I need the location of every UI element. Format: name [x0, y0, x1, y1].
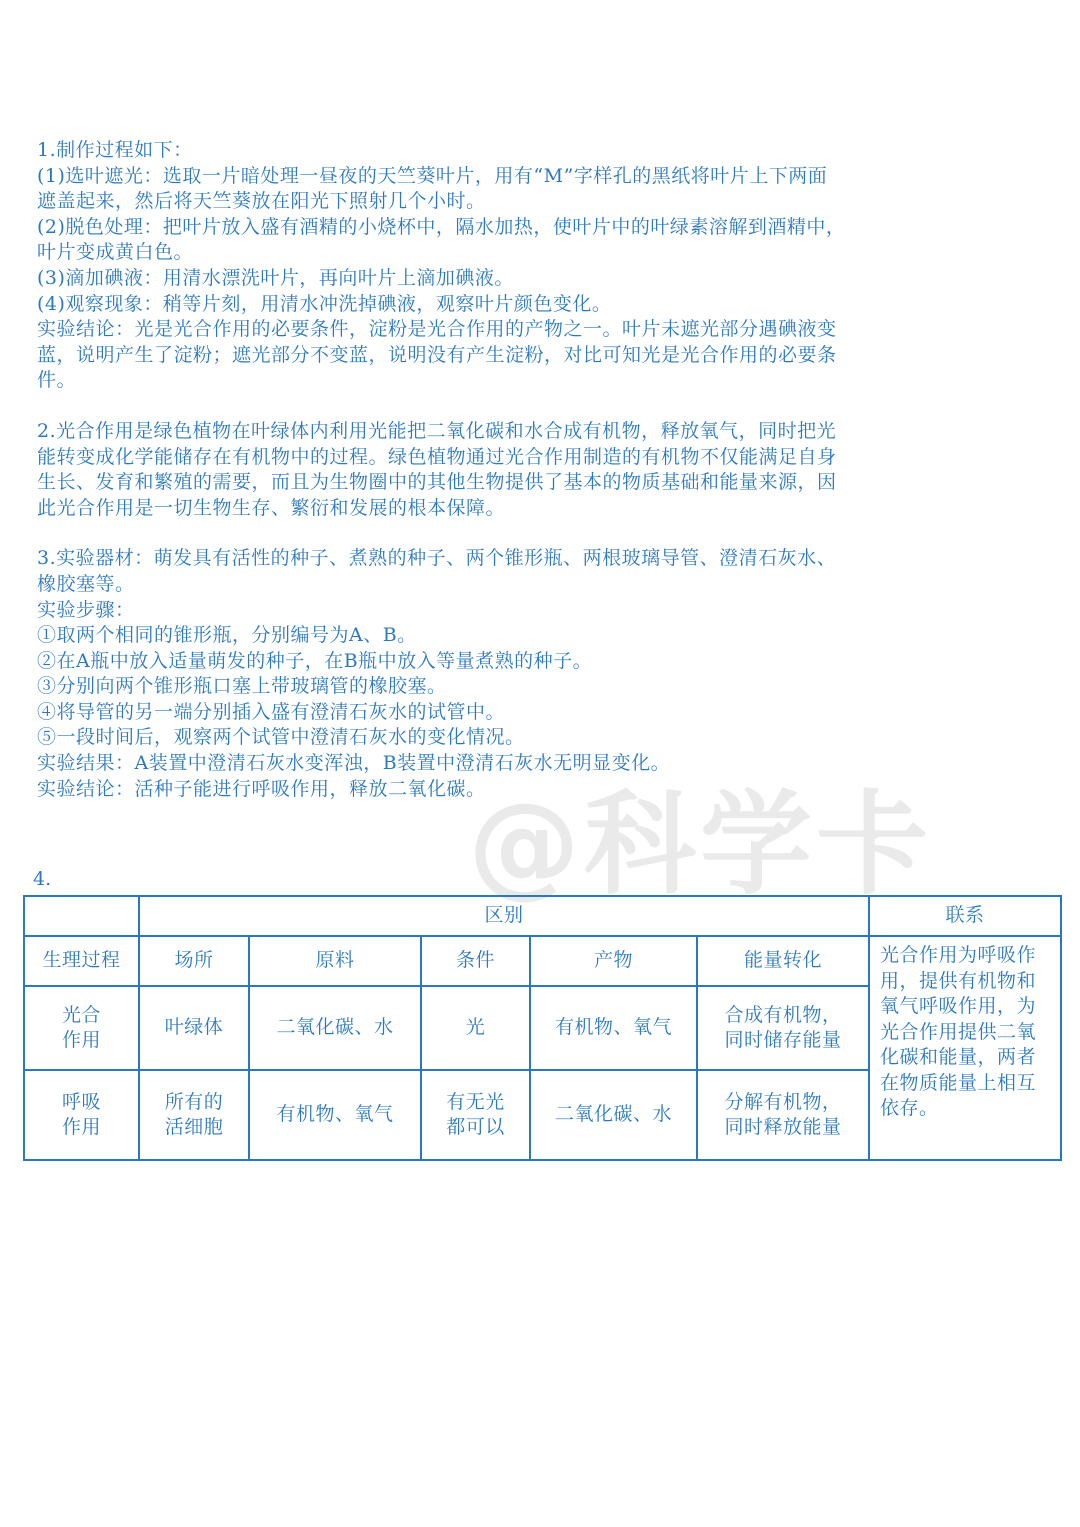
table-cell: 合成有机物， 同时储存能量: [697, 986, 869, 1070]
column-header: 原料: [249, 936, 421, 986]
paragraph-gap: [37, 394, 1017, 419]
text-line: ④将导管的另一端分别插入盛有澄清石灰水的试管中。: [37, 700, 506, 723]
text-line: ⑤一段时间后，观察两个试管中澄清石灰水的变化情况。: [37, 726, 525, 749]
text-line: 橡胶塞等。: [37, 572, 135, 595]
text-line: 1.制作过程如下：: [37, 139, 193, 161]
link-header-cell: 联系: [869, 896, 1061, 936]
text-line: ①取两个相同的锥形瓶，分别编号为A、B。: [37, 624, 417, 647]
table-subheader-row: [24, 936, 1061, 986]
section-1: [37, 138, 1017, 394]
text-line: 实验结果：A装置中澄清石灰水变浑浊，B装置中澄清石灰水无明显变化。: [37, 752, 671, 775]
table-cell: 有机物、氧气: [530, 986, 697, 1070]
text-line: 蓝，说明产生了淀粉；遮光部分不变蓝，说明没有产生淀粉，对比可知光是光合作用的必要条: [37, 343, 837, 366]
column-header: 场所: [139, 936, 249, 986]
watermark: @科学卡: [468, 780, 932, 910]
group-header-cell: 区别: [139, 896, 869, 936]
table-cell: 所有的 活细胞: [139, 1070, 249, 1160]
table-cell: 光: [421, 986, 530, 1070]
text-line: (1)选叶遮光：选取一片暗处理一昼夜的天竺葵叶片，用有“M”字样孔的黑纸将叶片上下两面: [37, 164, 828, 187]
column-header: 产物: [530, 936, 697, 986]
table-cell: 呼吸 作用: [24, 1070, 139, 1160]
text-line: 实验结论：光是光合作用的必要条件，淀粉是光合作用的产物之一。叶片未遮光部分遇碘液变: [37, 318, 837, 341]
section-4-label: 4.: [33, 868, 52, 890]
text-line: (4)观察现象：稍等片刻，用清水冲洗掉碘液，观察叶片颜色变化。: [37, 292, 612, 315]
text-line: 3.实验器材：萌发具有活性的种子、煮熟的种子、两个锥形瓶、两根玻璃导管、澄清石灰水、: [37, 547, 837, 570]
text-line: 此光合作用是一切生物生存、繁衍和发展的根本保障。: [37, 496, 506, 519]
section-2: [37, 419, 1017, 521]
table-cell: 叶绿体: [139, 986, 249, 1070]
paragraph-gap: [37, 521, 1017, 546]
column-header: 生理过程: [24, 936, 139, 986]
text-line: 实验步骤：: [37, 598, 135, 621]
column-header: 条件: [421, 936, 530, 986]
comparison-table: [23, 895, 1062, 1161]
table-cell: 分解有机物， 同时释放能量: [697, 1070, 869, 1160]
document-content: [37, 138, 1017, 802]
table-cell: 有机物、氧气: [249, 1070, 421, 1160]
table-cell: 光合 作用: [24, 986, 139, 1070]
table-cell: 二氧化碳、水: [249, 986, 421, 1070]
table-header-row: [24, 896, 1061, 936]
text-line: 件。: [37, 369, 77, 392]
text-line: 叶片变成黄白色。: [37, 241, 194, 264]
table-cell: 有无光 都可以: [421, 1070, 530, 1160]
text-line: (3)滴加碘液：用清水漂洗叶片，再向叶片上滴加碘液。: [37, 266, 514, 289]
table-corner-cell: [24, 896, 139, 936]
text-line: 能转变成化学能储存在有机物中的过程。绿色植物通过光合作用制造的有机物不仅能满足自身: [37, 445, 837, 468]
text-line: ③分别向两个锥形瓶口塞上带玻璃管的橡胶塞。: [37, 675, 447, 698]
text-line: 实验结论：活种子能进行呼吸作用，释放二氧化碳。: [37, 777, 486, 800]
table-cell: 二氧化碳、水: [530, 1070, 697, 1160]
column-header: 能量转化: [697, 936, 869, 986]
text-line: 生长、发育和繁殖的需要，而且为生物圈中的其他生物提供了基本的物质基础和能量来源，因: [37, 471, 837, 494]
link-cell: 光合作用为呼吸作用，提供有机物和氧气呼吸作用，为光合作用提供二氧化碳和能量，两者在物质能量上相互依存。: [869, 936, 1061, 1160]
text-line: 2.光合作用是绿色植物在叶绿体内利用光能把二氧化碳和水合成有机物，释放氧气，同时把光: [37, 419, 837, 442]
text-line: 遮盖起来，然后将天竺葵放在阳光下照射几个小时。: [37, 190, 486, 213]
text-line: ②在A瓶中放入适量萌发的种子，在B瓶中放入等量煮熟的种子。: [37, 649, 593, 672]
text-line: (2)脱色处理：把叶片放入盛有酒精的小烧杯中，隔水加热，使叶片中的叶绿素溶解到酒精中，: [37, 215, 846, 238]
